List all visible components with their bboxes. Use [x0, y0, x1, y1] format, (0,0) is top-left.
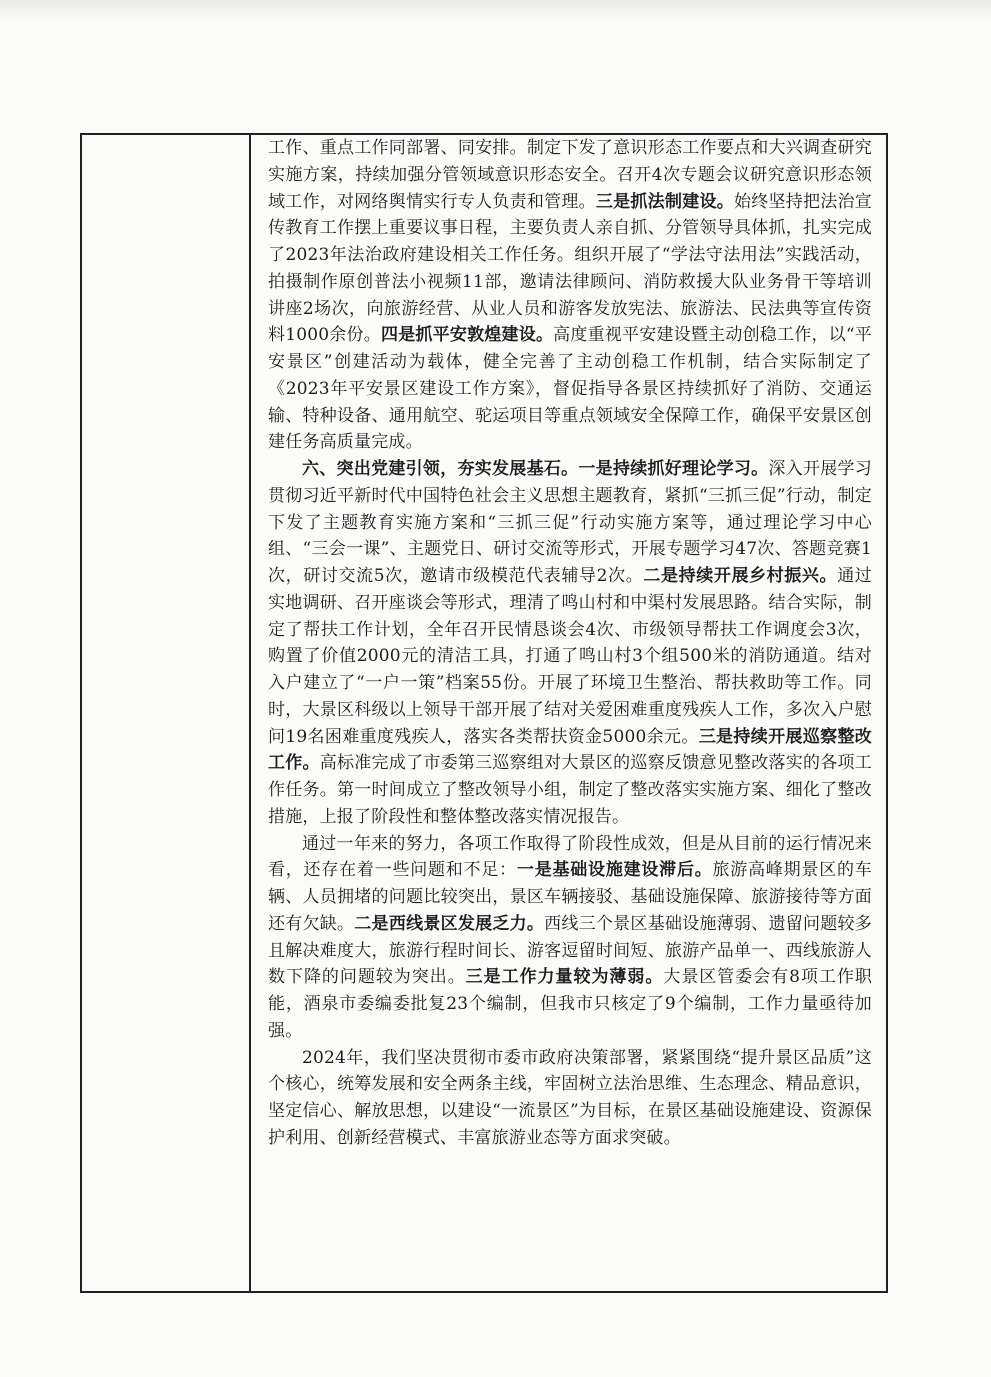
text-run: 2024年，我们坚决贯彻市委市政府决策部署，紧紧围绕“提升景区品质”这个核心，统筹发展和安全两条主线，牢固树立法治思维、生态理念、精品意识，坚定信心、解放思想，以建设“一流景区”为目标，在景区基础设施建设、资源保护利用、创新经营模式、丰富旅游业态等方面求突破。	[268, 1047, 872, 1148]
body-paragraph	[268, 456, 872, 831]
body-paragraph	[268, 831, 872, 1045]
text-run: 工作、重点工作同部署、同安排。制定下发了意识形态工作要点和大兴调查研究实施方案，持续加强分管领域意识形态安全。召开4次专题会议研究意识形态领域工作，对网络舆情实行专人负责和管理。	[268, 138, 872, 212]
table-left-column	[82, 135, 251, 1291]
bold-heading-run: 二是持续开展乡村振兴。	[643, 566, 838, 586]
body-paragraph	[268, 135, 872, 456]
bold-heading-run: 三是持续开展巡察整改工作。	[268, 726, 873, 774]
text-run: 大景区管委会有8项工作职能，酒泉市委编委批复23个编制，但我市只核定了9个编制，工作力量亟待加强。	[268, 967, 873, 1041]
bold-heading-run: 三是工作力量较为薄弱。	[465, 967, 664, 988]
bold-heading-run: 三是抓法制建设。	[595, 191, 734, 212]
bold-heading-run: 一是基础设施建设滞后。	[516, 860, 713, 881]
text-run: 通过一年来的努力，各项工作取得了阶段性成效，但是从目前的运行情况来看，还存在着一些问题和不足：	[268, 833, 872, 881]
table-frame	[80, 133, 888, 1293]
table-content-cell	[268, 135, 872, 1152]
bold-heading-run: 四是抓平安敦煌建设。	[380, 325, 554, 346]
text-run: 旅游高峰期景区的车辆、人员拥堵的问题比较突出，景区车辆接驳、基础设施保障、旅游接待等方面还有欠缺。	[268, 860, 872, 934]
body-paragraph	[268, 1045, 872, 1152]
scan-top-edge	[0, 0, 991, 22]
text-run: 通过实地调研、召开座谈会等形式，理清了鸣山村和中渠村发展思路。结合实际，制定了帮扶工作计划，全年召开民情恳谈会4次、市级领导帮扶工作调度会3次，购置了价值2000元的清洁工具，打通了鸣山村3个组500米的消防通道。结对入户建立了“一户一策”档案55份。开展了环境卫生整治、帮扶救助等工作。同时，大景区科级以上领导干部开展了结对关爱困难重度残疾人工作，多次入户慰问19名困难重度残疾人，落实各类帮扶资金5000余元。	[268, 566, 873, 747]
text-run: 西线三个景区基础设施薄弱、遗留问题较多且解决难度大，旅游行程时间长、游客逗留时间短、旅游产品单一、西线旅游人数下降的问题较为突出。	[268, 913, 872, 988]
text-run: 高度重视平安建设暨主动创稳工作，以“平安景区”创建活动为载体，健全完善了主动创稳工作机制，结合实际制定了《2023年平安景区建设工作方案》，督促指导各景区持续抓好了消防、交通运输、特种设备、通用航空、驼运项目等重点领域安全保障工作，确保平安景区创建任务高质量完成。	[268, 325, 873, 453]
bold-heading-run: 二是西线景区发展乏力。	[354, 913, 545, 934]
text-run: 始终坚持把法治宣传教育工作摆上重要议事日程，主要负责人亲自抓、分管领导具体抓，扎实完成了2023年法治政府建设相关工作任务。组织开展了“学法守法用法”实践活动，拍摄制作原创普法小视频11部，邀请法律顾问、消防救援大队业务骨干等培训讲座2场次，向旅游经营、从业人员和游客发放宪法、旅游法、民法典等宣传资料1000余份。	[268, 191, 872, 346]
text-run: 高标准完成了市委第三巡察组对大景区的巡察反馈意见整改落实的各项工作任务。第一时间成立了整改领导小组，制定了整改落实实施方案、细化了整改措施，上报了阶段性和整体整改落实情况报告。	[268, 753, 872, 827]
text-run: 深入开展学习贯彻习近平新时代中国特色社会主义思想主题教育，紧抓“三抓三促”行动，制定下发了主题教育实施方案和“三抓三促”行动实施方案等，通过理论学习中心组、“三会一课”、主题党日、研讨交流等形式，开展专题学习47次、答题竞赛1次，研讨交流5次，邀请市级模范代表辅导2次。	[268, 459, 872, 586]
bold-heading-run: 六、突出党建引领，夯实发展基石。一是持续抓好理论学习。	[302, 459, 769, 479]
